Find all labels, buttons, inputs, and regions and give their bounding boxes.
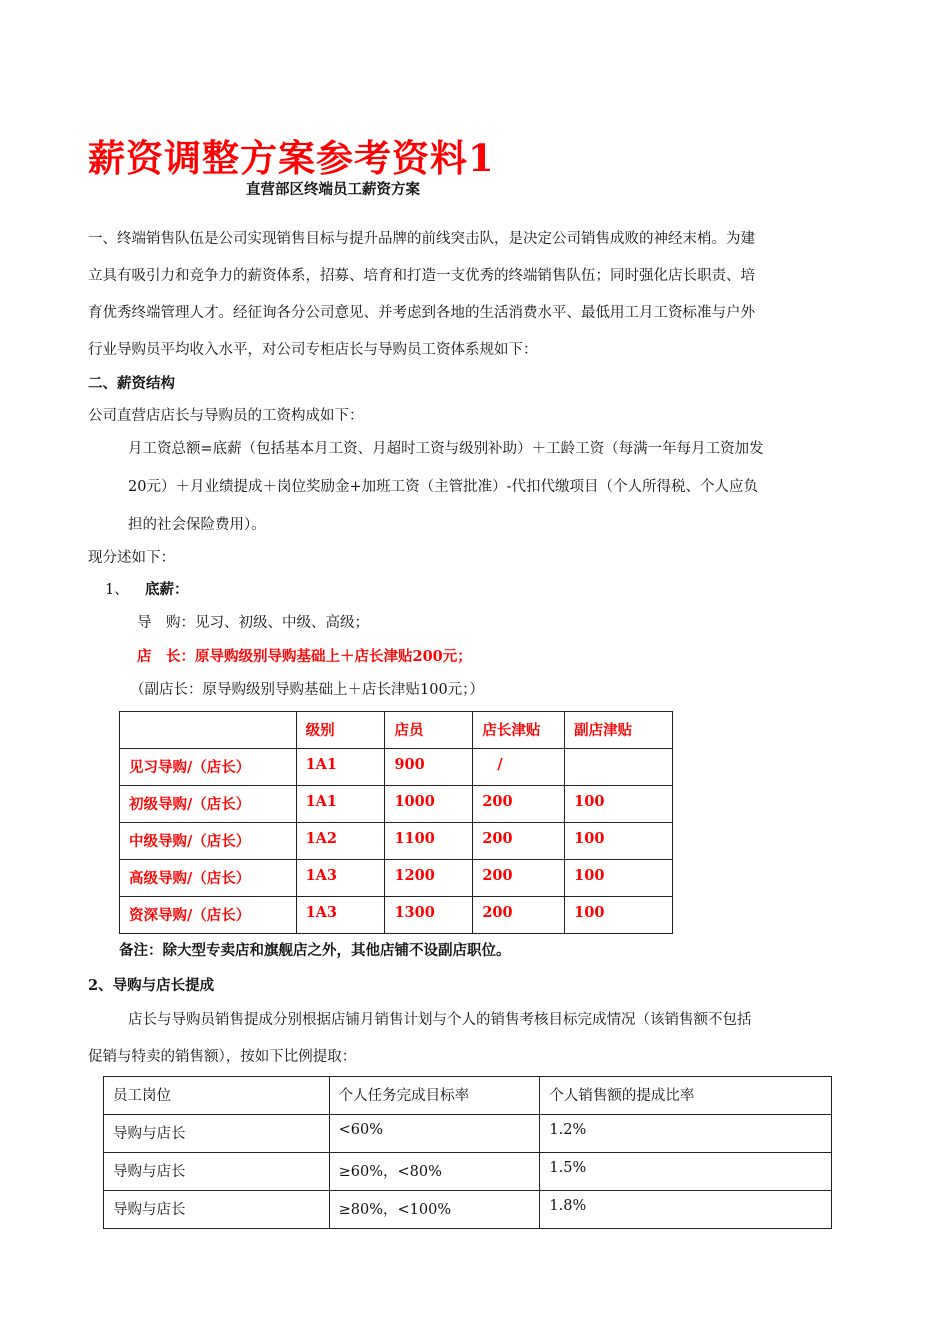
table-cell: 100 [565,860,673,897]
section1-line: 立具有吸引力和竞争力的薪资体系，招募、培育和打造一支优秀的终端销售队伍；同时强化店长职责、培 [88,268,755,284]
table-cell: 1300 [385,897,473,934]
table-header-cell: 店长津贴 [473,712,565,749]
table-cell: 高级导购/（店长） [120,860,297,897]
table-row [120,860,673,897]
guide-levels: 导 购：见习、初级、中级、高级； [137,615,369,631]
table-cell: 1.5% [540,1153,832,1191]
commission-heading: 2、导购与店长提成 [88,977,215,994]
table-cell [565,749,673,786]
table-cell: 200 [473,786,565,823]
table-row [120,786,673,823]
table-cell: 初级导购/（店长） [120,786,297,823]
table-row [120,823,673,860]
table-header-cell: 个人销售额的提成比率 [540,1077,832,1115]
table-cell: 1.8% [540,1191,832,1229]
table-cell: 1.2% [540,1115,832,1153]
manager-allowance-note: 店 长：原导购级别导购基础上＋店长津贴200元； [137,648,472,665]
table-cell: 1A3 [296,897,385,934]
table-cell: 100 [565,786,673,823]
table-header-cell: 副店津贴 [565,712,673,749]
table-remark: 备注：除大型专卖店和旗舰店之外，其他店铺不设副店职位。 [119,942,511,959]
table-cell: 1A3 [296,860,385,897]
table-header-cell: 级别 [296,712,385,749]
table-cell: 100 [565,823,673,860]
breakdown-label: 现分述如下： [88,550,175,566]
page-subtitle: 直营部区终端员工薪资方案 [246,181,420,198]
salary-formula-line: 担的社会保险费用）。 [128,517,266,533]
table-cell: 导购与店长 [104,1153,330,1191]
salary-formula-line: 月工资总额=底薪（包括基本月工资、月超时工资与级别补助）＋工龄工资（每满一年每月工资加发 [128,441,764,457]
table-header-cell [120,712,297,749]
table-row [104,1115,832,1153]
table-cell: 1A1 [296,749,385,786]
table-cell: 1000 [385,786,473,823]
table-cell: 200 [473,897,565,934]
item-number: 1、 [105,582,129,598]
section2-intro: 公司直营店店长与导购员的工资构成如下： [88,408,364,424]
section1-line: 行业导购员平均收入水平，对公司专柜店长与导购员工资体系规如下： [88,342,538,358]
table-cell: 导购与店长 [104,1115,330,1153]
table-cell: 200 [473,860,565,897]
table-header-cell: 员工岗位 [104,1077,330,1115]
table-cell: 见习导购/（店长） [120,749,297,786]
table-row [120,897,673,934]
table-row [120,749,673,786]
page-title: 薪资调整方案参考资料1 [88,136,495,180]
table-cell: 中级导购/（店长） [120,823,297,860]
table-row [104,1191,832,1229]
table-cell: 100 [565,897,673,934]
base-salary-table [119,711,673,934]
salary-formula-line: 20元）＋月业绩提成＋岗位奖励金+加班工资（主管批准）-代扣代缴项目（个人所得税、个人应负 [128,479,758,495]
table-cell: 200 [473,823,565,860]
table-cell: 1100 [385,823,473,860]
deputy-allowance-note: （副店长：原导购级别导购基础上＋店长津贴100元；） [130,682,484,698]
table-header-cell: 店员 [385,712,473,749]
table-cell: ≥80%，<100% [329,1191,540,1229]
table-cell: / [473,749,565,786]
section1-line: 一、终端销售队伍是公司实现销售目标与提升品牌的前线突击队，是决定公司销售成败的神经末梢。为建 [88,231,755,247]
table-header-cell: 个人任务完成目标率 [329,1077,540,1115]
table-cell: 导购与店长 [104,1191,330,1229]
section2-heading: 二、薪资结构 [88,375,175,392]
table-cell: 1200 [385,860,473,897]
table-cell: ≥60%，<80% [329,1153,540,1191]
table-cell: 1A2 [296,823,385,860]
base-salary-heading: 底薪： [145,581,189,598]
table-header-row [120,712,673,749]
table-cell: <60% [329,1115,540,1153]
table-header-row [104,1077,832,1115]
table-row [104,1153,832,1191]
table-cell: 1A1 [296,786,385,823]
commission-table [103,1076,832,1229]
commission-desc-line: 店长与导购员销售提成分别根据店铺月销售计划与个人的销售考核目标完成情况（该销售额不包括 [128,1012,752,1028]
table-cell: 资深导购/（店长） [120,897,297,934]
commission-desc-line: 促销与特卖的销售额），按如下比例提取： [88,1049,357,1065]
section1-line: 育优秀终端管理人才。经征询各分公司意见、并考虑到各地的生活消费水平、最低用工月工资标准与户外 [88,305,755,321]
table-cell: 900 [385,749,473,786]
